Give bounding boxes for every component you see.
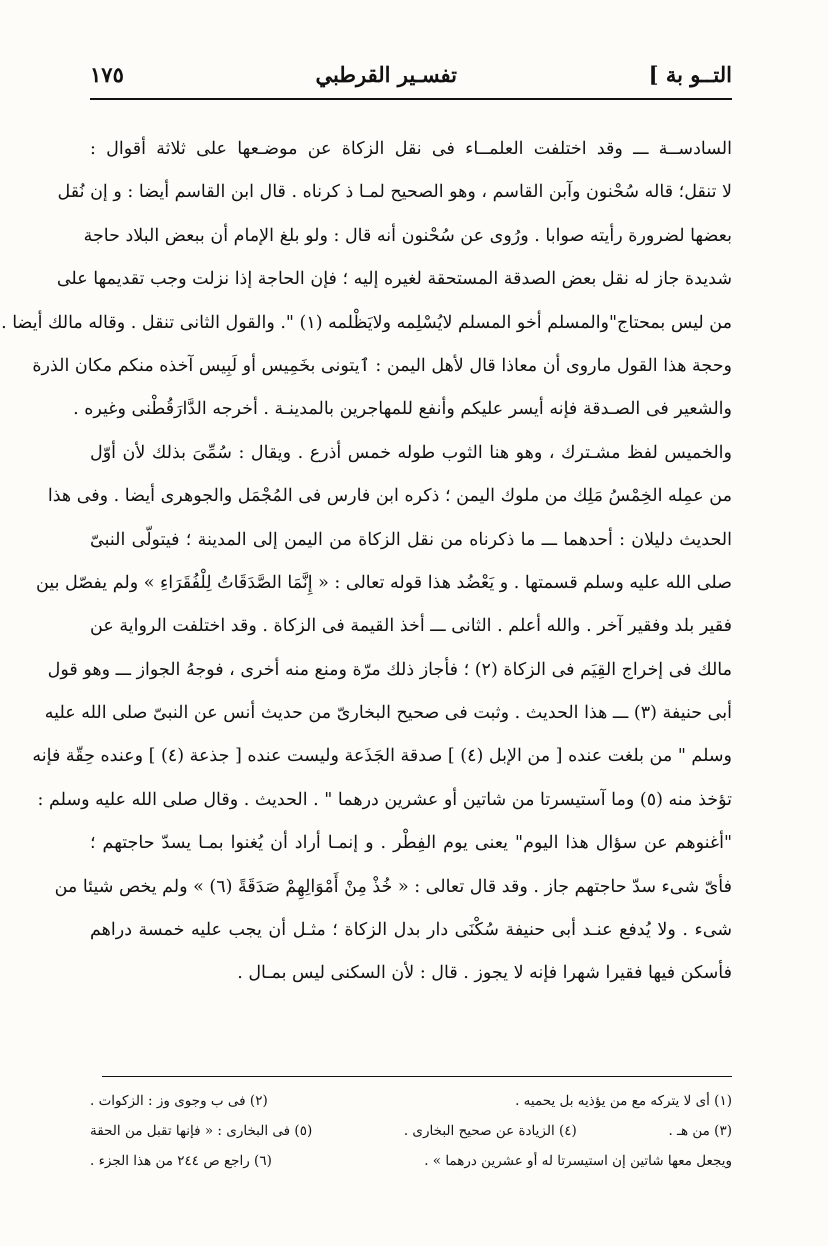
text-line: فقير بلد وفقير آخر . والله أعلم . الثانى ـــ أخذ القيمة فى الزكاة . وقد اختلفت الرواية عن [90, 616, 732, 637]
footnotes [90, 1086, 732, 1176]
footnote-rule [102, 1076, 732, 1077]
text-line: صلى الله عليه وسلم قسمتها . و يَعْضُد هذا قوله تعالى : « إِنَّمَا الصَّدَقَاتُ لِلْفُقَرَاءِ » ولم يفصّل بين [35, 572, 732, 593]
text-line: من عمِله الخِمْسُ مَلِك من ملوك اليمن ؛ ذكره ابن فارس فى المُجْمَل والجوهرى أيضا . وفى هذا [47, 486, 732, 507]
footnote: (٤) الزيادة عن صحيح البخارى . [403, 1123, 577, 1139]
footnote-row [90, 1086, 732, 1116]
text-line: مالك فى إخراج القِيَم فى الزكاة (٢) ؛ فأجاز ذلك مرّة ومنع منه أخرى ، فوجهُ الجواز ـــ وهو قول [47, 659, 732, 680]
main-text [1, 128, 732, 996]
text-line: تؤخذ منه (٥) وما آستيسرتا من شاتين أو عشرين درهما " . الحديث . وقال صلى الله عليه وسلم : [37, 789, 732, 810]
footnote: ويجعل معها شاتين إن استيسرتا له أو عشرين درهما » . [424, 1153, 732, 1169]
text-line: فأىّ شىء سدّ حاجتهم جاز . وقد قال تعالى : « خُذْ مِنْ أَمْوَالِهِمْ صَدَقَةً (٦) » ولم يخص شيئا من [54, 876, 732, 897]
text-line: شديدة جاز له نقل بعض الصدقة المستحقة لغيره إليه ؛ فإن الحاجة إذا نزلت وجب تقديمها على [56, 269, 732, 290]
footnote: (٦) راجع ص ٢٤٤ من هذا الجزء . [90, 1153, 272, 1169]
text-line: والخميس لفظ مشـترك ، وهو هنا الثوب طوله خمس أذرع . ويقال : سُمِّىَ بذلك لأن أوّل [90, 442, 732, 463]
text-line: والشعير فى الصـدقة فإنه أيسر عليكم وأنفع للمهاجرين بالمدينـة . أخرجه الدَّارَقُطْنى وغيره . [73, 399, 732, 420]
chapter-title: التــو بة ] [648, 61, 732, 87]
text-line: بعضها لضرورة رأيته صوابا . ورُوى عن سُحْنون أنه قال : ولو بلغ الإمام أن ببعض البلاد حاجة [83, 225, 732, 246]
text-line: "أغنوهم عن سؤال هذا اليوم" يعنى يوم الفِطْر . و إنمـا أراد أن يُغنوا بمـا يسدّ حاجتهم ؛ [90, 833, 732, 854]
footnote-row [90, 1146, 732, 1176]
text-line: فأسكن فيها فقيرا شهرا فإنه لا يجوز . قال : لأن السكنى ليس بمـال . [237, 963, 732, 984]
text-line: السادســة ـــ وقد اختلفت العلمــاء فى نقل الزكاة عن موضـعها على ثلاثة أقوال : [90, 139, 732, 159]
header-rule [90, 98, 732, 100]
footnote: (٢) فى ب وجوى وز : الزكوات . [90, 1093, 268, 1109]
footnote: (٣) من هـ . [668, 1123, 732, 1139]
text-line: وحجة هذا القول ماروى أن معاذا قال لأهل اليمن : ٱيتونى بخَمِيس أو لَبِيس آخذه منكم مكان الذرة [32, 355, 732, 376]
text-line: وسلم " من بلغت عنده [ من الإبل (٤) ] صدقة الجَذَعة وليست عنده [ جذعة (٤) ] وعنده حِقّة فإنه [32, 746, 732, 767]
text-line: أبى حنيفة (٣) ـــ هذا الحديث . وثبت فى صحيح البخارىّ من حديث أنس عن النبىّ صلى الله عليه [44, 703, 732, 724]
text-line: من ليس بمحتاج"والمسلم أخو المسلم لايُسْلِمه ولايَظْلمه (١) ". والقول الثانى تنقل . وقاله مالك أيضا . [1, 312, 732, 333]
footnote-row [90, 1116, 732, 1146]
footnote: (١) أى لا يتركه مع من يؤذيه بل يحميه . [515, 1093, 732, 1109]
text-line: الحديث دليلان : أحدهما ـــ ما ذكرناه من نقل الزكاة من اليمن إلى المدينة ؛ فيتولّى النبىّ [90, 529, 732, 550]
running-header [90, 52, 732, 96]
text-line: لا تنقل؛ قاله سُحْنون وآبن القاسم ، وهو الصحيح لمـا ذ كرناه . قال ابن القاسم أيضا : و إن نُقل [57, 182, 732, 203]
footnote: (٥) فى البخارى : « فإنها تقبل من الحقة [90, 1123, 313, 1139]
page-number: ١٧٥ [90, 61, 124, 87]
text-line: شىء . ولا يُدفع عنـد أبى حنيفة سُكْنَى دار بدل الزكاة ؛ مثـل أن يجب عليه خمسة دراهم [90, 920, 732, 941]
book-title: تفسـير القرطبي [315, 61, 458, 87]
